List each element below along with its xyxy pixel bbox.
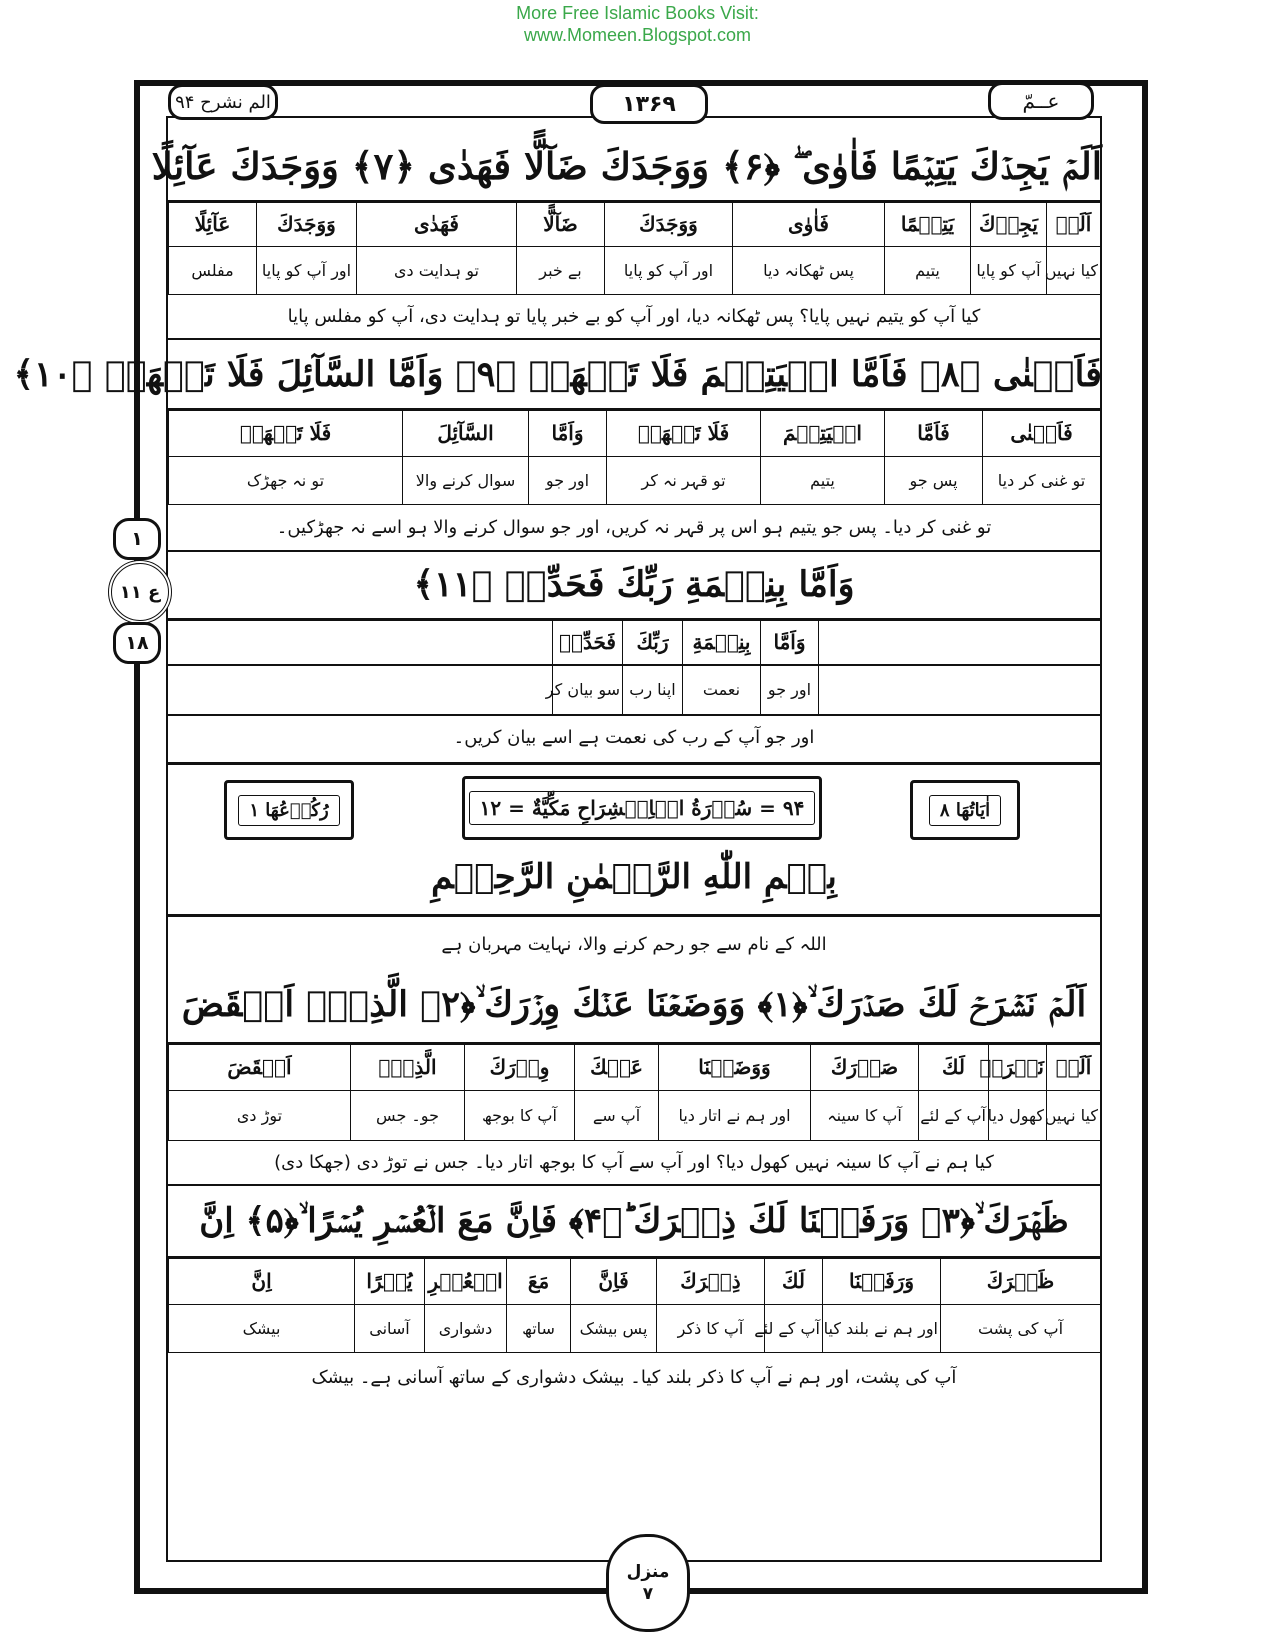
translation-3: اور جو آپ کے رب کی نعمت ہے اسے بیان کریں۔ <box>453 727 815 748</box>
word-cell: وَوَجَدَكَ <box>605 201 733 247</box>
word-cell: وِزۡرَكَ <box>465 1043 575 1091</box>
word-cell: فَاٰوٰى <box>733 201 885 247</box>
meaning-cell: آسانی <box>355 1305 425 1353</box>
meaning-cell: اور آپ کو پایا <box>605 247 733 295</box>
verse-line-2: فَاَغۡنٰى ﴿۸﴾ فَاَمَّا الۡيَتِيۡمَ فَلَا تَقۡهَرۡ ﴿۹﴾ وَاَمَّا السَّآئِلَ فَلَا تَنۡهَرۡ ﴿۱۰﴾ <box>13 354 1102 395</box>
meaning-cell: اور جو <box>529 457 607 505</box>
meaning-cell: آپ کی پشت <box>941 1305 1101 1353</box>
word-grid-2 <box>168 408 1101 505</box>
word-cell: يَجِدۡكَ <box>971 201 1047 247</box>
word-cell: ضَآلًّا <box>517 201 605 247</box>
word-cell: الۡعُسۡرِ <box>425 1257 507 1305</box>
divider <box>166 762 1102 765</box>
word-cell: عَنۡكَ <box>575 1043 659 1091</box>
word-grid-5 <box>168 1256 1101 1353</box>
meaning-cell: یتیم <box>761 457 885 505</box>
meaning-cell: یتیم <box>885 247 971 295</box>
translation-4: کیا ہم نے آپ کا سینہ نہیں کھول دیا؟ اور آپ سے آپ کا بوجھ اتار دیا۔ جس نے توڑ دی (جھکا دی) <box>274 1152 994 1173</box>
meaning-cell: تو نہ جھڑک <box>169 457 403 505</box>
word-cell: وَاَمَّا <box>761 619 819 665</box>
meaning-cell: پس بیشک <box>571 1305 657 1353</box>
meaning-cell: توڑ دی <box>169 1091 351 1141</box>
divider <box>166 664 1102 666</box>
meaning-cell: پس جو <box>885 457 983 505</box>
translation-2: تو غنی کر دیا۔ پس جو یتیم ہو اس پر قہر نہ کریں، اور جو سوال کرنے والا ہو اسے نہ جھڑکیں۔ <box>276 517 992 538</box>
meaning-cell: اور جو <box>761 665 819 715</box>
word-cell: لَكَ <box>765 1257 823 1305</box>
meaning-cell: تو قہر نہ کر <box>607 457 761 505</box>
word-cell: نَشۡرَحۡ <box>989 1043 1047 1091</box>
meaning-cell: سو بیان کر <box>553 665 623 715</box>
word-cell: فَاَمَّا <box>885 409 983 457</box>
meaning-cell: نعمت <box>683 665 761 715</box>
promo-header <box>0 2 1275 46</box>
word-cell: وَوَجَدَكَ <box>257 201 357 247</box>
word-cell: فَهَدٰى <box>357 201 517 247</box>
meaning-cell: آپ کا بوجھ <box>465 1091 575 1141</box>
promo-line-1: More Free Islamic Books Visit: <box>516 3 759 23</box>
word-cell: اِنَّ <box>169 1257 355 1305</box>
word-cell: رَبِّكَ <box>623 619 683 665</box>
divider <box>166 338 1102 340</box>
word-cell: فَاِنَّ <box>571 1257 657 1305</box>
meaning-cell: آپ سے <box>575 1091 659 1141</box>
word-grid-1 <box>168 200 1101 295</box>
word-grid-3 <box>545 618 819 715</box>
meaning-cell: جو۔ جس <box>351 1091 465 1141</box>
word-cell: عَآئِلًا <box>169 201 257 247</box>
ayat-count-box <box>910 780 1020 840</box>
surah-title: ۹۴ = سُوۡرَةُ الۡاِنۡشِرَاحِ مَكِّيَّةٌ = ۱۲ <box>469 791 816 825</box>
word-cell: اَلَمۡ <box>1047 1043 1101 1091</box>
juz-name: عــمّ <box>988 82 1094 120</box>
meaning-cell: اپنا رب <box>623 665 683 715</box>
meaning-cell: آپ کا سینہ <box>811 1091 919 1141</box>
meaning-cell: اور ہم نے اتار دیا <box>659 1091 811 1141</box>
word-cell: الَّذِىۡۤ <box>351 1043 465 1091</box>
meaning-cell: سوال کرنے والا <box>403 457 529 505</box>
word-cell: اَلَمۡ <box>1047 201 1101 247</box>
word-cell: يَتِيۡمًا <box>885 201 971 247</box>
meaning-cell: کیا نہیں <box>1047 1091 1101 1141</box>
meaning-cell: ساتھ <box>507 1305 571 1353</box>
manzil-label: منزل <box>626 1562 670 1582</box>
meaning-cell: مفلس <box>169 247 257 295</box>
ruku-count: رُكُوۡعُهَا ۱ <box>238 795 339 826</box>
manzil-number: ۷ <box>642 1584 654 1604</box>
meaning-cell: کھول دیا <box>989 1091 1047 1141</box>
word-cell: فَلَا تَنۡهَرۡ <box>169 409 403 457</box>
bismillah-translation: اللہ کے نام سے جو رحم کرنے والا، نہایت مہربان ہے <box>441 934 827 955</box>
meaning-cell: تو غنی کر دیا <box>983 457 1101 505</box>
surah-title-box <box>462 776 822 840</box>
ruku-marker: ع ۱۱ <box>108 560 172 624</box>
word-grid-4 <box>168 1042 1101 1141</box>
word-cell: السَّآئِلَ <box>403 409 529 457</box>
meaning-cell: کیا نہیں <box>1047 247 1101 295</box>
divider <box>166 550 1102 552</box>
divider <box>166 914 1102 917</box>
translation-5: آپ کی پشت، اور ہم نے آپ کا ذکر بلند کیا۔ بیشک دشواری کے ساتھ آسانی ہے۔ بیشک <box>311 1367 957 1388</box>
word-cell: مَعَ <box>507 1257 571 1305</box>
word-cell: فَاَغۡنٰى <box>983 409 1101 457</box>
word-cell: اَنۡقَضَ <box>169 1043 351 1091</box>
ayat-count: اٰيَاتُهَا ۸ <box>929 795 1001 826</box>
bismillah: بِسۡمِ اللّٰهِ الرَّحۡمٰنِ الرَّحِيۡمِ <box>431 857 837 897</box>
word-cell: وَوَضَعۡنَا <box>659 1043 811 1091</box>
side-badge-top: ۱ <box>113 518 161 560</box>
word-cell: بِنِعۡمَةِ <box>683 619 761 665</box>
surah-tag: الم نشرح ۹۴ <box>168 84 278 120</box>
meaning-cell: تو ہدایت دی <box>357 247 517 295</box>
verse-line-4: اَلَمۡ نَشۡرَحۡ لَكَ صَدۡرَكَ ۙ﴿۱﴾ وَوَضَعۡنَا عَنۡكَ وِزۡرَكَ ۙ﴿۲﴾ الَّذِىۡۤ اَنۡقَضَ <box>181 984 1087 1025</box>
side-badge-bottom: ۱۸ <box>113 622 161 664</box>
page-number: ۱۳۶۹ <box>590 84 708 124</box>
translation-1: کیا آپ کو یتیم نہیں پایا؟ پس ٹھکانہ دیا، اور آپ کو بے خبر پایا تو ہدایت دی، آپ کو مفلس پایا <box>287 306 981 327</box>
divider <box>166 1184 1102 1186</box>
word-cell: صَدۡرَكَ <box>811 1043 919 1091</box>
meaning-cell: آپ کا ذکر <box>657 1305 765 1353</box>
meaning-cell: آپ کے لئے <box>919 1091 989 1141</box>
meaning-cell: دشواری <box>425 1305 507 1353</box>
promo-link[interactable]: www.Momeen.Blogspot.com <box>523 25 752 45</box>
verse-line-3: وَاَمَّا بِنِعۡمَةِ رَبِّكَ فَحَدِّثۡ ﴿۱۱﴾ <box>413 564 855 605</box>
meaning-cell: آپ کو پایا <box>971 247 1047 295</box>
meaning-cell: بیشک <box>169 1305 355 1353</box>
word-cell: الۡيَتِيۡمَ <box>761 409 885 457</box>
ruku-count-box <box>224 780 354 840</box>
word-cell: فَلَا تَقۡهَرۡ <box>607 409 761 457</box>
word-cell: وَاَمَّا <box>529 409 607 457</box>
meaning-cell: آپ کے لئے <box>765 1305 823 1353</box>
verse-line-1: اَلَمۡ يَجِدۡكَ يَتِيۡمًا فَاٰوٰى ۖ ﴿۶﴾ وَوَجَدَكَ ضَآلًّا فَهَدٰى ﴿۷﴾ وَوَجَدَكَ عَآئِلًا <box>151 144 1102 188</box>
word-cell: وَرَفَعۡنَا <box>823 1257 941 1305</box>
word-cell: ظَهۡرَكَ <box>941 1257 1101 1305</box>
verse-line-5: ظَهۡرَكَ ۙ﴿۳﴾ وَرَفَعۡنَا لَكَ ذِكۡرَكَ ؕ﴿۴﴾ فَاِنَّ مَعَ الۡعُسۡرِ يُسۡرًا ۙ﴿۵﴾ اِنَّ <box>199 1201 1069 1241</box>
manzil-marker <box>606 1534 690 1632</box>
word-cell: ذِكۡرَكَ <box>657 1257 765 1305</box>
word-cell: فَحَدِّثۡ <box>553 619 623 665</box>
meaning-cell: بے خبر <box>517 247 605 295</box>
meaning-cell: اور آپ کو پایا <box>257 247 357 295</box>
meaning-cell: اور ہم نے بلند کیا <box>823 1305 941 1353</box>
word-cell: لَكَ <box>919 1043 989 1091</box>
meaning-cell: پس ٹھکانہ دیا <box>733 247 885 295</box>
word-cell: يُسۡرًا <box>355 1257 425 1305</box>
